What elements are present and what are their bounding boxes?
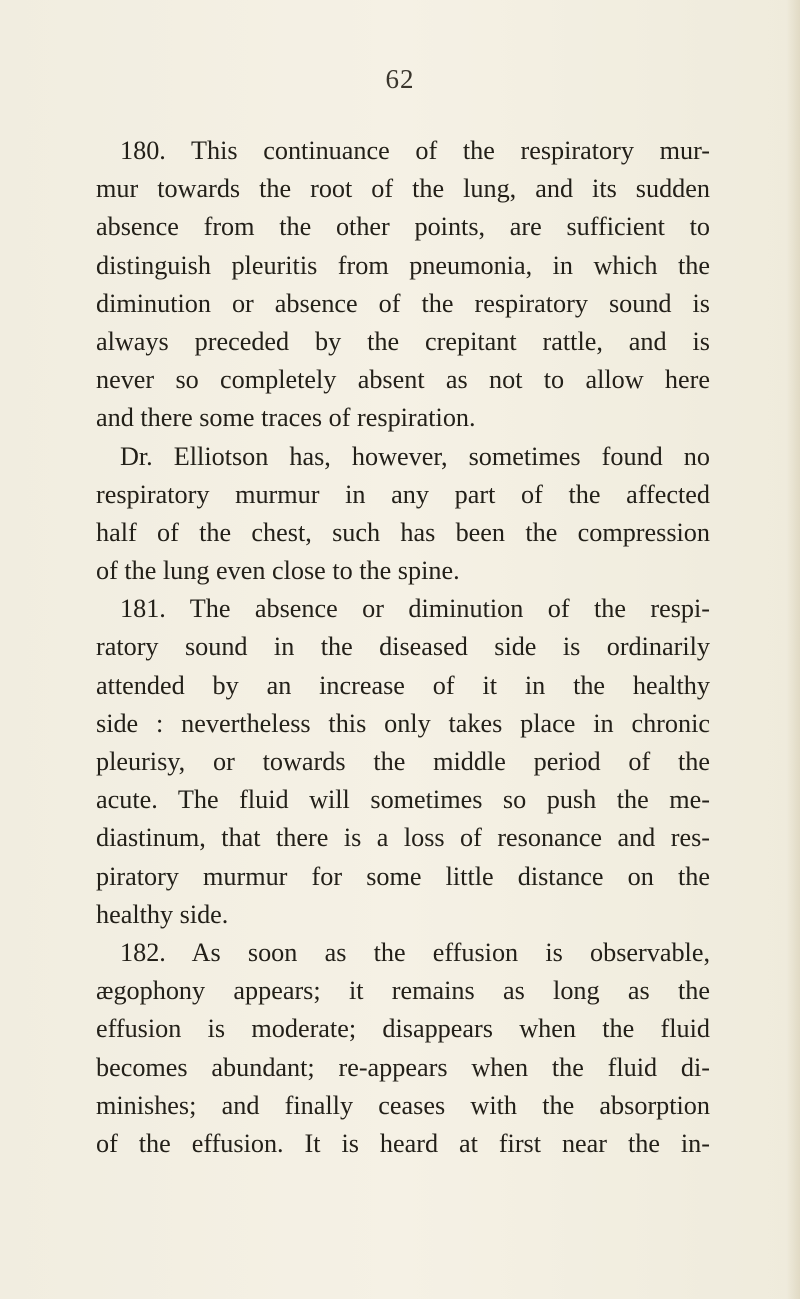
body-text bbox=[96, 132, 710, 1163]
text-line: distinguish pleuritis from pneumonia, in which the bbox=[96, 250, 710, 280]
text-line: always preceded by the crepitant rattle, and is bbox=[96, 326, 710, 356]
text-line: becomes abundant; re-appears when the fluid di- bbox=[96, 1052, 710, 1082]
text-line: side : nevertheless this only takes place in chronic bbox=[96, 708, 710, 738]
text-line: of the effusion. It is heard at first near the in- bbox=[96, 1128, 710, 1158]
text-line: never so completely absent as not to allow here bbox=[96, 365, 710, 395]
text-line: mur towards the root of the lung, and its sudden bbox=[96, 174, 710, 204]
text-line: respiratory murmur in any part of the affected bbox=[96, 479, 710, 509]
text-line: effusion is moderate; disappears when the fluid bbox=[96, 1014, 710, 1044]
page-number: 62 bbox=[385, 64, 415, 94]
text-line: 182. As soon as the effusion is observable, bbox=[120, 937, 710, 967]
text-line: ægophony appears; it remains as long as the bbox=[96, 976, 710, 1006]
text-line: and there some traces of respiration. bbox=[96, 403, 476, 433]
text-line: pleurisy, or towards the middle period of the bbox=[96, 747, 710, 776]
text-line: of the lung even close to the spine. bbox=[96, 556, 460, 586]
text-line: attended by an increase of it in the healthy bbox=[96, 670, 710, 700]
text-line: ratory sound in the diseased side is ordinarily bbox=[96, 632, 710, 662]
text-line: 180. This continuance of the respiratory mur- bbox=[120, 136, 710, 165]
text-line: Dr. Elliotson has, however, sometimes found no bbox=[120, 441, 710, 471]
text-line: 181. The absence or diminution of the respi- bbox=[120, 594, 710, 624]
page-edge-shadow bbox=[786, 0, 800, 1299]
text-line: acute. The fluid will sometimes so push the me- bbox=[96, 785, 710, 815]
text-line: piratory murmur for some little distance on the bbox=[96, 861, 710, 891]
text-line: healthy side. bbox=[96, 899, 229, 929]
text-line: absence from the other points, are sufficient to bbox=[96, 212, 710, 242]
text-line: diminution or absence of the respiratory sound is bbox=[96, 288, 710, 318]
text-line: half of the chest, such has been the compression bbox=[96, 517, 710, 547]
text-line: minishes; and finally ceases with the absorption bbox=[96, 1090, 710, 1120]
text-line: diastinum, that there is a loss of resonance and res- bbox=[96, 823, 710, 853]
